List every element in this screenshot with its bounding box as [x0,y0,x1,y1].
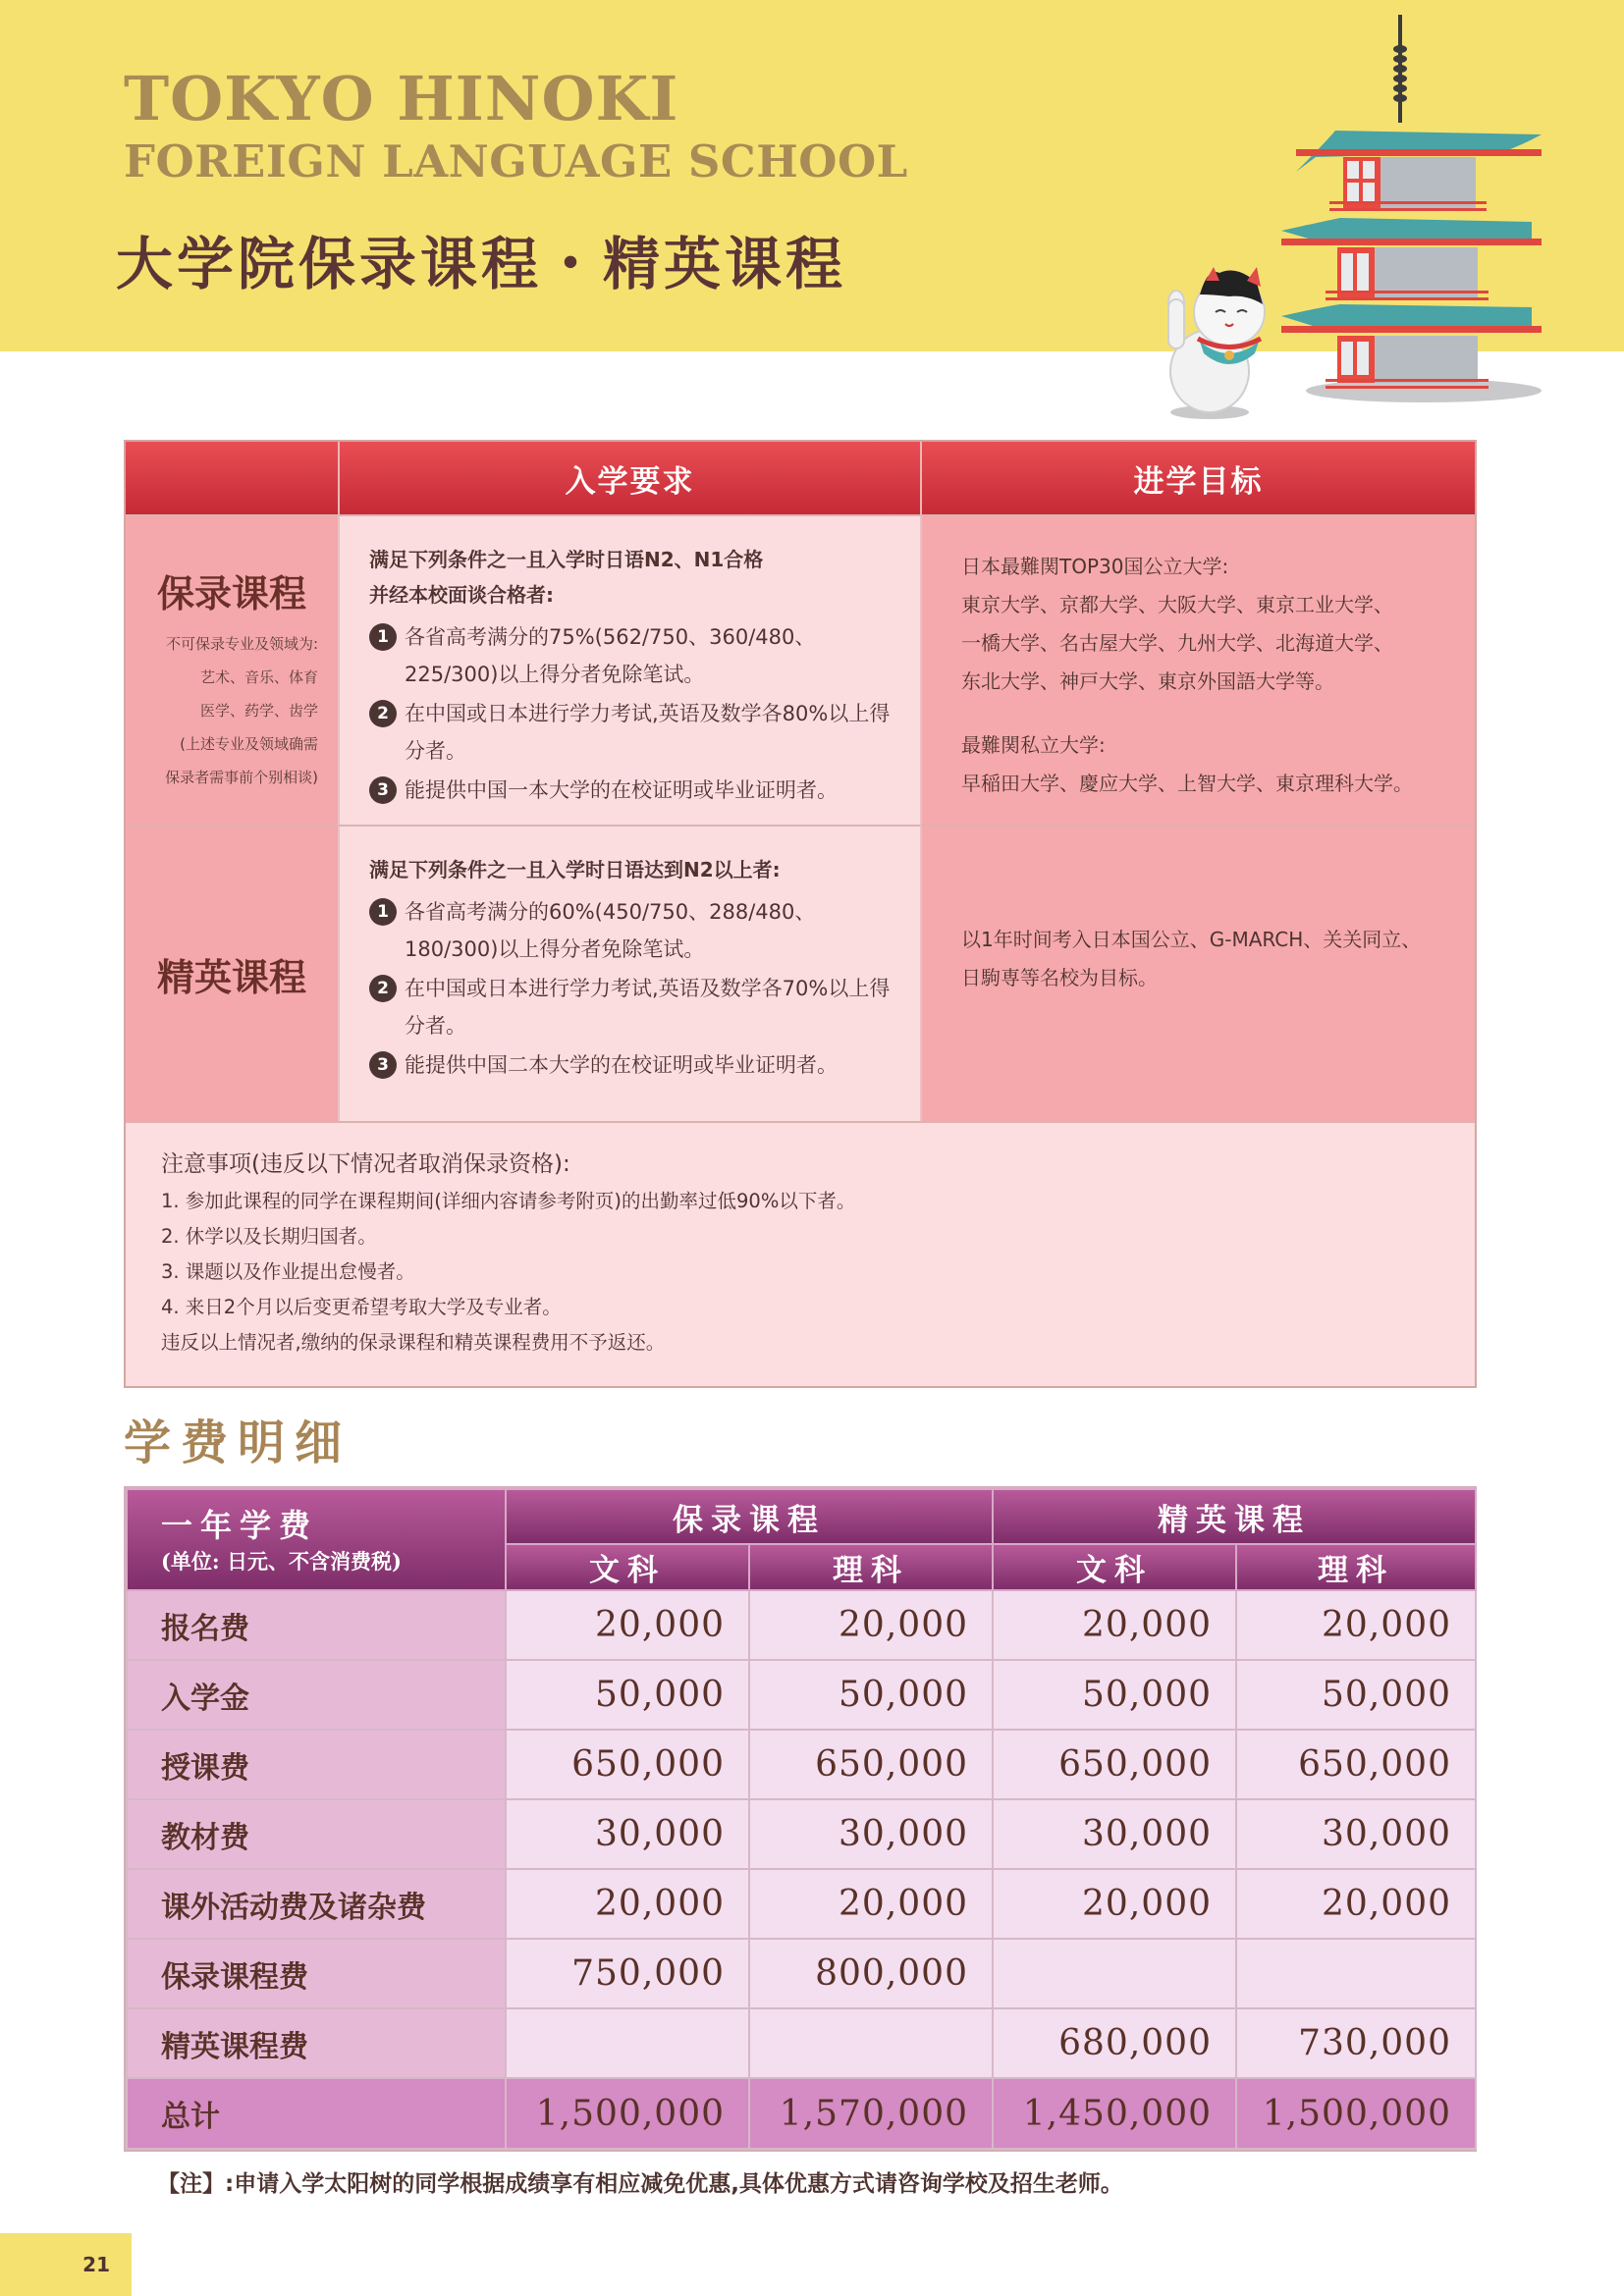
admission-table [124,440,1477,1388]
subheader-sciences: 理科 [749,1544,993,1590]
lucky-cat-illustration [1168,267,1265,419]
fee-value: 30,000 [1236,1799,1476,1869]
number-badge-icon: 1 [369,623,397,651]
course-note: (上述专业及领域确需 [180,735,318,753]
total-value: 1,450,000 [993,2078,1236,2149]
notes-title: 注意事项(违反以下情况者取消保录资格): [161,1151,570,1177]
requirement-item: 3 能提供中国二本大学的在校证明或毕业证明者。 [369,1046,891,1084]
header-admission-requirements: 入学要求 [338,442,920,514]
requirement-item: 1 各省高考满分的60%(450/750、288/480、180/300)以上得分者免除笔试。 [369,893,891,968]
fee-corner-unit: (单位: 日元、不含消费税) [161,1548,402,1574]
course-note: 不可保录专业及领域为: [165,635,318,653]
requirements-cell-elite [338,825,920,1121]
fee-value: 650,000 [506,1730,749,1799]
notes-box [126,1121,1475,1386]
table-row [127,1799,1476,1869]
header-target-universities: 进学目标 [920,442,1475,514]
table-row [127,1730,1476,1799]
requirement-item: 1 各省高考满分的75%(562/750、360/480、225/300)以上得分者免除笔试。 [369,618,891,693]
fee-value: 650,000 [993,1730,1236,1799]
course-note: 保录者需事前个别相谈) [165,769,318,786]
goal-line: 東京大学、京都大学、大阪大学、東京工业大学、 [961,593,1393,616]
row-label: 精英课程费 [127,2008,506,2078]
fee-section-title: 学费明细 [124,1415,352,1470]
table-row [127,1939,1476,2008]
goals-cell-elite [920,825,1475,1121]
subheader-humanities: 文科 [506,1544,749,1590]
table-row [127,1869,1476,1939]
fee-value: 20,000 [1236,1869,1476,1939]
fee-value: 20,000 [749,1590,993,1660]
fee-value: 650,000 [1236,1730,1476,1799]
fee-value: 50,000 [749,1660,993,1730]
total-row [127,2078,1476,2149]
row-label: 报名费 [127,1590,506,1660]
table-row [127,1590,1476,1660]
requirement-item: 2 在中国或日本进行学力考试,英语及数学各80%以上得分者。 [369,695,891,770]
group-header-guaranteed: 保录课程 [506,1489,993,1544]
goal-line: 东北大学、神戸大学、東京外国語大学等。 [961,669,1334,693]
subheader-humanities: 文科 [993,1544,1236,1590]
page-number: 21 [0,2233,132,2296]
fee-value [993,1939,1236,2008]
number-badge-icon: 3 [369,776,397,804]
number-badge-icon: 2 [369,700,397,727]
total-value: 1,500,000 [506,2078,749,2149]
notes-line: 1. 参加此课程的同学在课程期间(详细内容请参考附页)的出勤率过低90%以下者。 [161,1190,856,1212]
fee-value [749,2008,993,2078]
course-name: 保录课程 [156,571,306,615]
goal-spacer [961,701,1451,726]
pagoda-illustration [1129,0,1624,432]
course-cell-guaranteed [126,514,338,825]
requirements-title: 并经本校面谈合格者: [369,583,554,607]
goal-line: 早稲田大学、慶应大学、上智大学、東京理科大学。 [961,772,1413,795]
number-badge-icon: 3 [369,1051,397,1079]
row-label: 入学金 [127,1660,506,1730]
notes-line: 4. 来日2个月以后变更希望考取大学及专业者。 [161,1296,562,1318]
goal-line: 以1年时间考入日本国公立、G-MARCH、关关同立、 [961,928,1422,951]
fee-value [506,2008,749,2078]
course-note: 医学、药学、齿学 [199,702,318,720]
fee-value: 680,000 [993,2008,1236,2078]
fee-table-corner [127,1489,506,1590]
row-label: 授课费 [127,1730,506,1799]
total-label: 总计 [127,2078,506,2149]
fee-value: 800,000 [749,1939,993,2008]
row-label: 课外活动费及诸杂费 [127,1869,506,1939]
number-badge-icon: 1 [369,898,397,926]
fee-value: 20,000 [506,1869,749,1939]
fee-value: 20,000 [993,1869,1236,1939]
requirements-title: 满足下列条件之一且入学时日语N2、N1合格 [369,548,764,571]
fee-value: 50,000 [1236,1660,1476,1730]
fee-value: 50,000 [993,1660,1236,1730]
requirement-item: 3 能提供中国一本大学的在校证明或毕业证明者。 [369,772,891,809]
table-row [127,1660,1476,1730]
subheader-sciences: 理科 [1236,1544,1476,1590]
brand-name-line2: FOREIGN LANGUAGE SCHOOL [124,135,908,187]
fee-value [1236,1939,1476,2008]
notes-line: 违反以上情况者,缴纳的保录课程和精英课程费用不予返还。 [161,1331,666,1354]
goal-line: 最難関私立大学: [961,733,1106,757]
fee-value: 20,000 [749,1869,993,1939]
course-cell-elite [126,825,338,1121]
fee-value: 30,000 [506,1799,749,1869]
goal-line: 日本最難関TOP30国公立大学: [961,555,1229,578]
footnote: 【注】:申请入学太阳树的同学根据成绩享有相应减免优惠,具体优惠方式请咨询学校及招生老师。 [157,2171,1123,2197]
number-badge-icon: 2 [369,975,397,1002]
fee-corner-title: 一年学费 [161,1506,319,1544]
page-title: 大学院保录课程・精英课程 [116,231,847,297]
requirements-cell-guaranteed [338,514,920,825]
row-label: 教材费 [127,1799,506,1869]
fee-value: 30,000 [749,1799,993,1869]
goals-cell-guaranteed [920,514,1475,825]
requirements-title: 满足下列条件之一且入学时日语达到N2以上者: [369,858,781,881]
course-note: 艺术、音乐、体育 [199,668,318,686]
notes-line: 3. 课题以及作业提出怠慢者。 [161,1260,415,1283]
fee-value: 20,000 [1236,1590,1476,1660]
fee-value: 730,000 [1236,2008,1476,2078]
fee-value: 50,000 [506,1660,749,1730]
fee-value: 650,000 [749,1730,993,1799]
fee-table [124,1486,1477,2152]
fee-value: 20,000 [506,1590,749,1660]
total-value: 1,570,000 [749,2078,993,2149]
notes-line: 2. 休学以及长期归国者。 [161,1225,377,1248]
group-header-elite: 精英课程 [993,1489,1476,1544]
brand-name-line1: TOKYO HINOKI [124,63,679,134]
requirement-item: 2 在中国或日本进行学力考试,英语及数学各70%以上得分者。 [369,970,891,1044]
course-name: 精英课程 [156,954,306,999]
goal-line: 一橋大学、名古屋大学、九州大学、北海道大学、 [961,631,1393,655]
table-row [127,2008,1476,2078]
total-value: 1,500,000 [1236,2078,1476,2149]
fee-value: 30,000 [993,1799,1236,1869]
row-label: 保录课程费 [127,1939,506,2008]
goal-line: 日駒専等名校为目标。 [961,966,1158,989]
fee-value: 20,000 [993,1590,1236,1660]
fee-value: 750,000 [506,1939,749,2008]
admission-header-blank [126,442,338,514]
